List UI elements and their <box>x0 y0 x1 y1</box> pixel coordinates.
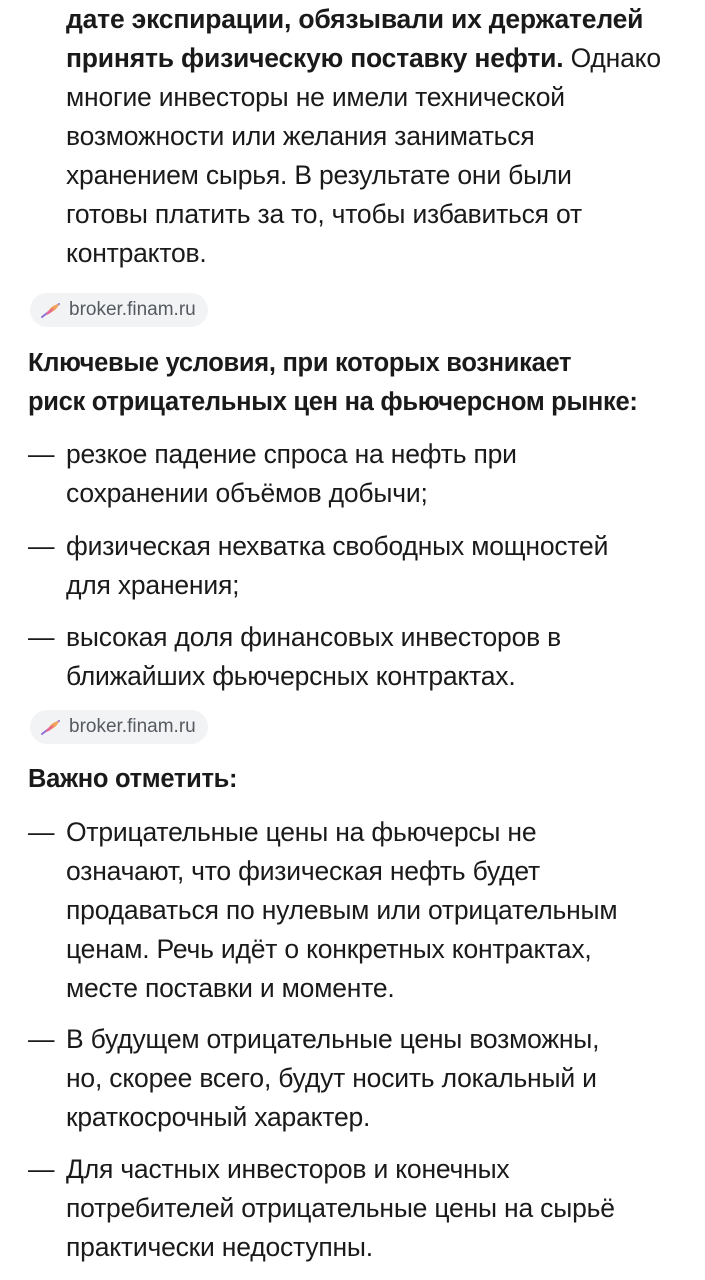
dash-marker: — <box>28 817 55 847</box>
list-item-line: высокая доля финансовых инвесторов в <box>66 622 562 652</box>
list-item-line: продаваться по нулевым или отрицательным <box>66 895 618 925</box>
dash-marker: — <box>28 1024 55 1054</box>
intro-rest-4: хранением сырья. В результате они были <box>66 160 572 190</box>
intro-paragraph <box>66 0 696 273</box>
list-item-line: краткосрочный характер. <box>66 1102 371 1132</box>
list-item-line: но, скорее всего, будут носить локальный и <box>66 1063 597 1093</box>
intro-rest-2: многие инвесторы не имели технической <box>66 82 565 112</box>
list-item-line: резкое падение спроса на нефть при <box>66 439 517 469</box>
dash-marker: — <box>28 531 55 561</box>
list-item-line: сохранении объёмов добычи; <box>66 478 428 508</box>
list-item-line: ценам. Речь идёт о конкретных контрактах, <box>66 934 592 964</box>
list-item-line: потребителей отрицательные цены на сырьё <box>66 1193 615 1223</box>
intro-bold-line-2: принять физическую поставку нефти. <box>66 43 564 73</box>
intro-rest-5: готовы платить за то, чтобы избавиться от <box>66 199 582 229</box>
section-heading-conditions <box>28 344 698 422</box>
list-item-line: физическая нехватка свободных мощностей <box>66 531 609 561</box>
feather-icon <box>40 718 62 736</box>
source-label: broker.finam.ru <box>69 716 196 737</box>
dash-marker: — <box>28 439 55 469</box>
source-chip[interactable] <box>30 710 208 744</box>
list-item-line: для хранения; <box>66 570 240 600</box>
intro-bold-line-1: дате экспирации, обязывали их держателей <box>66 4 644 34</box>
source-chip[interactable] <box>30 293 208 327</box>
source-label: broker.finam.ru <box>69 299 196 320</box>
section-heading-important: Важно отметить: <box>28 765 238 793</box>
heading-line: риск отрицательных цен на фьючерсном рынке: <box>28 388 638 416</box>
list-item-line: Для частных инвесторов и конечных <box>66 1154 510 1184</box>
dash-marker: — <box>28 622 55 652</box>
list-item-line: практически недоступны. <box>66 1232 373 1262</box>
heading-line: Ключевые условия, при которых возникает <box>28 349 572 377</box>
intro-rest-1: Однако <box>563 43 661 73</box>
list-item-line: ближайших фьючерсных контрактах. <box>66 661 516 691</box>
intro-rest-3: возможности или желания заниматься <box>66 121 535 151</box>
list-item-line: Отрицательные цены на фьючерсы не <box>66 817 537 847</box>
intro-rest-6: контрактов. <box>66 238 207 268</box>
list-item-line: означают, что физическая нефть будет <box>66 856 540 886</box>
list-item-line: месте поставки и моменте. <box>66 973 395 1003</box>
dash-marker: — <box>28 1154 55 1184</box>
list-item-line: В будущем отрицательные цены возможны, <box>66 1024 600 1054</box>
feather-icon <box>40 301 62 319</box>
